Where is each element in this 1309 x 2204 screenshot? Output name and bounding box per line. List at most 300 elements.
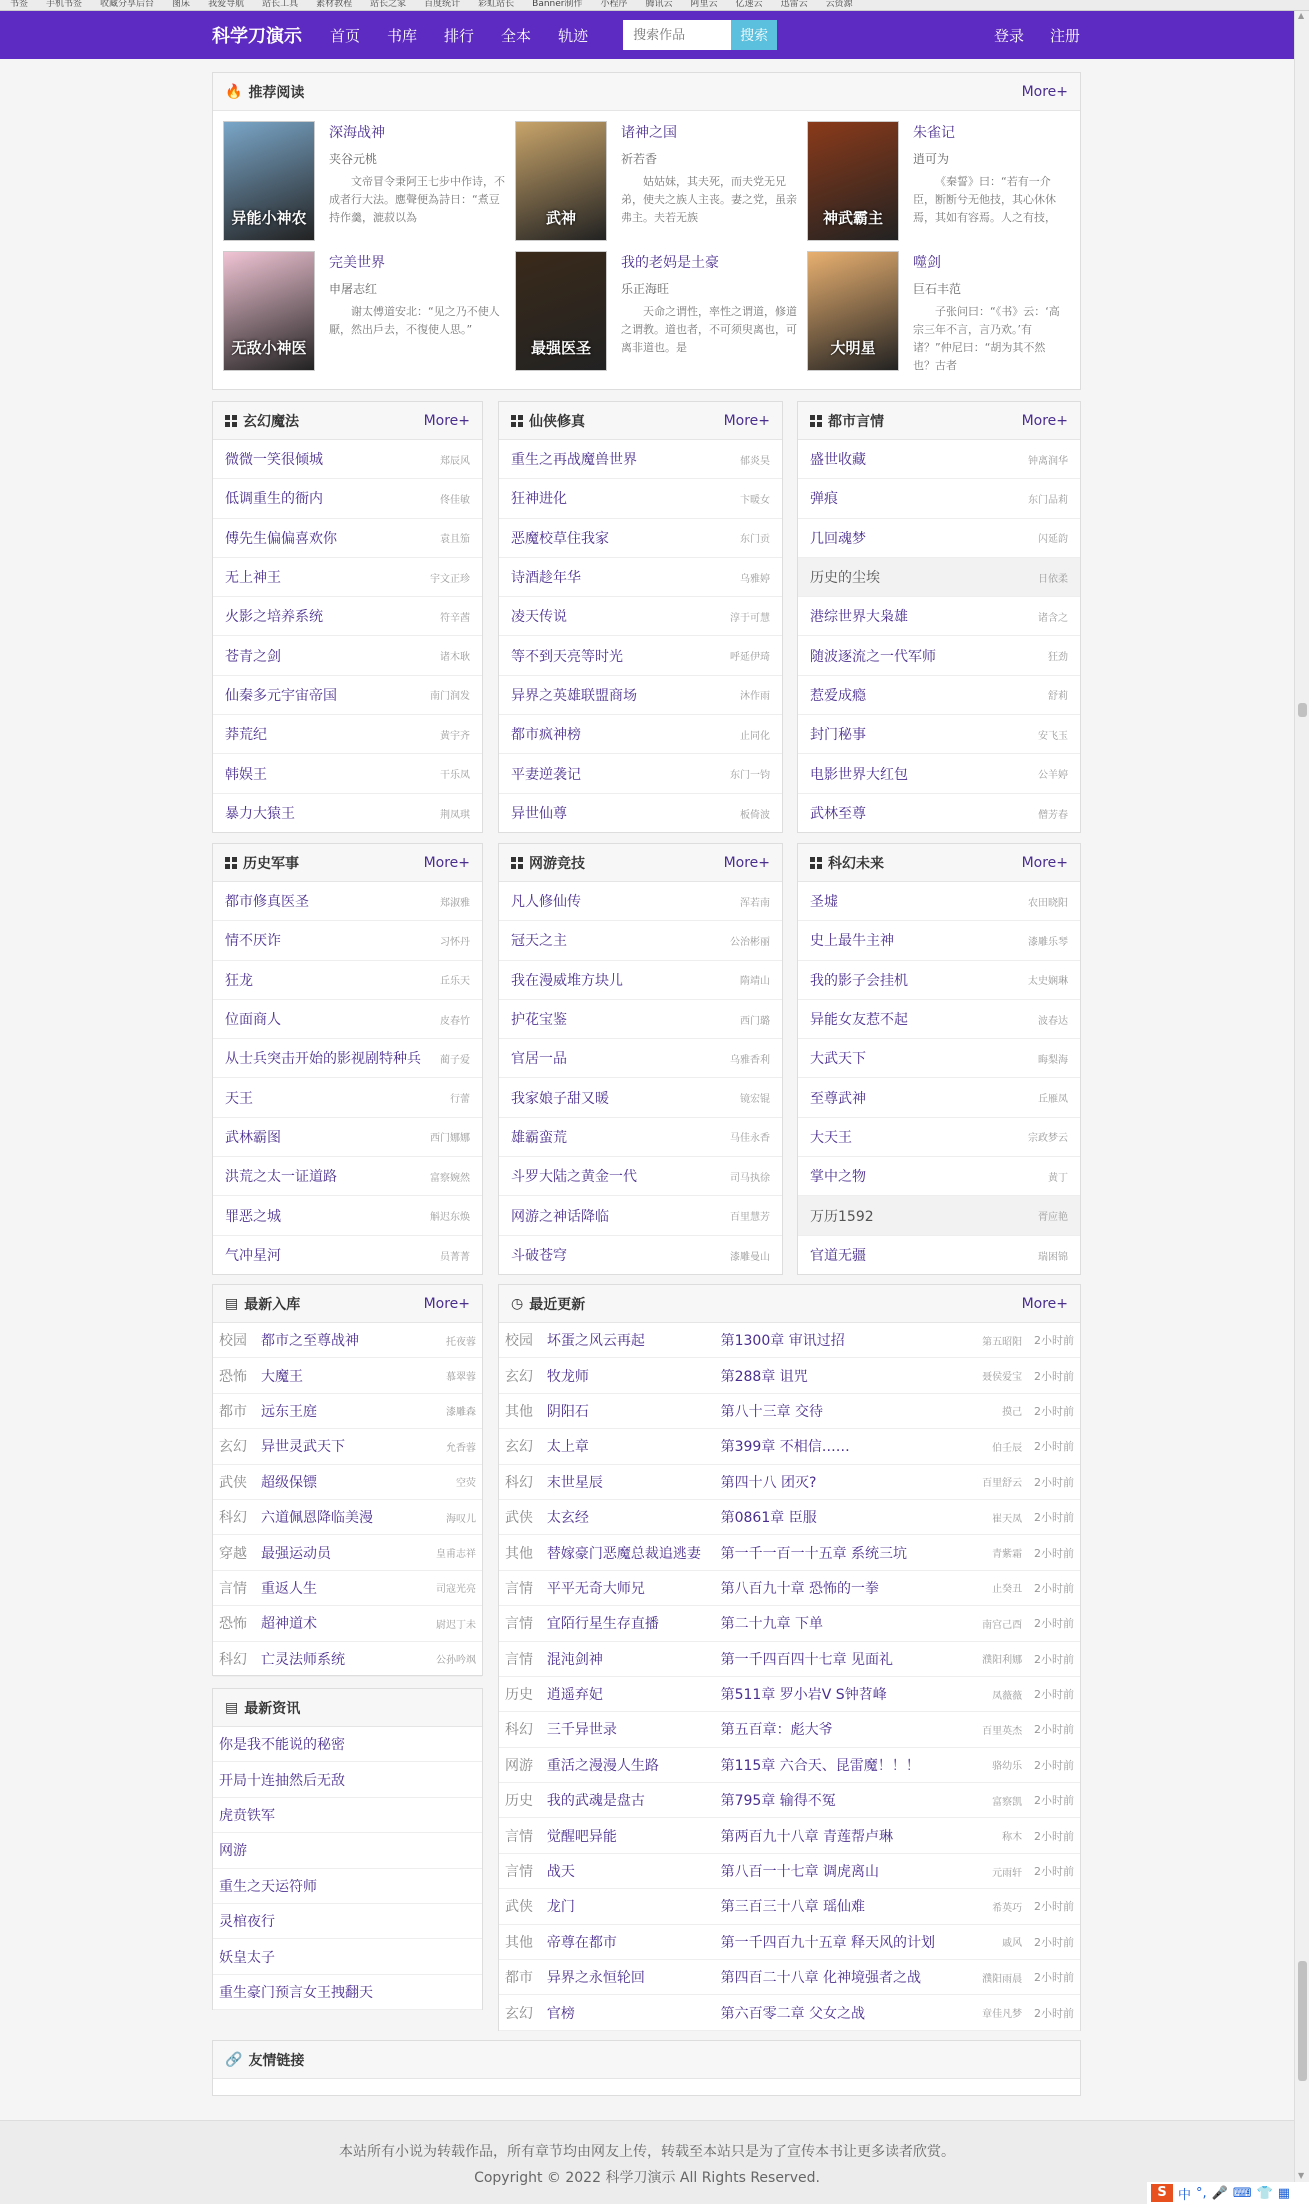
book-link[interactable]: 远东王庭 (261, 1403, 317, 1420)
chapter-link[interactable]: 第一千四百九十五章 释天风的计划 (720, 1934, 936, 1951)
list-item[interactable] (798, 882, 1080, 921)
list-item[interactable] (798, 715, 1080, 754)
book-link[interactable]: 武林霸图 (225, 1129, 281, 1146)
book-link[interactable]: 至尊武神 (810, 1090, 866, 1107)
book-title[interactable]: 深海战神 (329, 125, 385, 141)
book-link[interactable]: 大武天下 (810, 1051, 866, 1068)
list-item[interactable] (213, 1078, 482, 1117)
mic-icon[interactable]: 🎤 (1211, 2185, 1228, 2201)
book-title[interactable]: 诸神之国 (621, 125, 677, 141)
nav-library[interactable]: 书库 (387, 26, 418, 45)
book-link[interactable]: 暴力大猿王 (225, 806, 295, 823)
book-link[interactable]: 太上章 (546, 1439, 589, 1456)
table-row[interactable] (499, 1429, 1080, 1464)
list-item[interactable] (798, 1157, 1080, 1196)
book-cover[interactable] (223, 121, 315, 241)
chapter-link[interactable]: 第两百九十八章 青莲帮卢琳 (720, 1828, 894, 1845)
update-time: 2小时前 (1033, 1935, 1074, 1949)
book-cover[interactable] (223, 251, 315, 371)
grid-icon (511, 857, 523, 869)
list-item[interactable] (499, 636, 782, 675)
site-brand[interactable]: 科学刀演示 (212, 26, 302, 47)
book-link[interactable]: 情不厌诈 (225, 933, 281, 950)
book-author: 镜宏锟 (740, 1094, 770, 1106)
table-row[interactable] (499, 1889, 1080, 1924)
list-item[interactable] (798, 1196, 1080, 1235)
list-item[interactable] (213, 1323, 482, 1358)
book-link[interactable]: 弹痕 (810, 491, 838, 508)
login-link[interactable]: 登录 (993, 26, 1024, 45)
news-link[interactable]: 重生之天运符师 (219, 1878, 317, 1895)
category-title-wrap (225, 853, 299, 873)
scrollbar-thumb[interactable] (1298, 1961, 1307, 2081)
nav-home[interactable]: 首页 (330, 26, 361, 45)
list-item[interactable] (798, 1118, 1080, 1157)
chapter-link[interactable]: 第一千一百一十五章 系统三坑 (720, 1545, 908, 1562)
book-info (329, 251, 507, 381)
book-link[interactable]: 重返人生 (261, 1580, 317, 1597)
book-link[interactable]: 凌天传说 (511, 609, 567, 626)
book-link[interactable]: 罪恶之城 (225, 1208, 281, 1225)
book-link[interactable]: 气冲星河 (225, 1248, 281, 1265)
category-list (798, 440, 1080, 833)
bookmark-item[interactable]: 迅雷云 (780, 0, 808, 9)
list-item[interactable] (213, 1118, 482, 1157)
news-link[interactable]: 开局十连抽然后无敌 (219, 1772, 345, 1789)
news-link[interactable]: 妖皇太子 (219, 1949, 275, 1966)
category-panel (498, 843, 783, 1275)
list-item[interactable] (213, 1869, 482, 1904)
list-item[interactable] (213, 961, 482, 1000)
list-item[interactable] (798, 1236, 1080, 1275)
bookmark-item[interactable]: 手机书签 (46, 0, 83, 9)
list-item[interactable] (213, 1798, 482, 1833)
bookmark-item[interactable]: 素材教程 (316, 0, 353, 9)
book-link[interactable]: 重活之漫漫人生路 (546, 1757, 659, 1774)
book-link[interactable]: 太玄经 (546, 1510, 589, 1527)
book-link[interactable]: 网游之神话降临 (511, 1208, 609, 1225)
category-more-link[interactable]: More+ (423, 854, 470, 871)
list-item[interactable] (499, 794, 782, 833)
register-link[interactable]: 注册 (1049, 26, 1080, 45)
bookmark-item[interactable]: 书签 (10, 0, 29, 9)
chapter-link[interactable]: 第三百三十八章 瑶仙难 (720, 1899, 866, 1916)
bookmark-item[interactable]: 图床 (172, 0, 191, 9)
book-link[interactable]: 狂神进化 (511, 491, 567, 508)
table-row[interactable] (499, 1818, 1080, 1853)
book-link[interactable]: 坏蛋之风云再起 (546, 1333, 645, 1350)
list-item[interactable] (798, 558, 1080, 597)
book-cover[interactable] (515, 251, 607, 371)
list-item[interactable] (213, 1039, 482, 1078)
book-link[interactable]: 官道无疆 (810, 1248, 866, 1265)
chapter-link[interactable]: 第五百章：彪大爷 (720, 1722, 833, 1739)
book-link[interactable]: 亡灵法师系统 (261, 1651, 345, 1668)
news-link[interactable]: 重生豪门预言女王拽翻天 (219, 1984, 373, 2001)
bookmark-item[interactable]: Banner制作 (532, 0, 583, 9)
nav-complete[interactable]: 全本 (501, 26, 532, 45)
book-link[interactable]: 官榜 (546, 2005, 575, 2022)
book-link[interactable]: 盛世收藏 (810, 452, 866, 469)
book-link[interactable]: 阴阳石 (546, 1403, 589, 1420)
search-input[interactable] (623, 20, 731, 50)
table-row[interactable] (499, 1925, 1080, 1960)
book-link[interactable]: 位面商人 (225, 1012, 281, 1029)
list-item[interactable] (213, 1571, 482, 1606)
list-item[interactable] (213, 558, 482, 597)
list-item[interactable] (798, 794, 1080, 833)
list-item[interactable] (213, 1358, 482, 1393)
table-row[interactable] (499, 1358, 1080, 1393)
book-author: 丘雁凤 (1038, 1094, 1068, 1106)
book-link[interactable]: 几回魂梦 (810, 530, 866, 547)
list-item[interactable] (213, 597, 482, 636)
list-item[interactable] (798, 1000, 1080, 1039)
list-item[interactable] (213, 1606, 482, 1641)
list-item[interactable] (499, 754, 782, 793)
table-row[interactable] (499, 1783, 1080, 1818)
book-title[interactable]: 完美世界 (329, 255, 385, 271)
list-item[interactable] (213, 921, 482, 960)
book-title[interactable]: 我的老妈是土豪 (621, 255, 719, 271)
updates-more-link[interactable]: More+ (1021, 1295, 1068, 1312)
list-item[interactable] (213, 1000, 482, 1039)
chapter-link[interactable]: 第288章 诅咒 (720, 1368, 808, 1385)
book-link[interactable]: 重生之再战魔兽世界 (511, 452, 637, 469)
scroll-up-arrow-icon[interactable]: ▲ (1298, 11, 1305, 20)
category-more-link[interactable]: More+ (1021, 412, 1068, 429)
book-author: 百里舒云 (982, 1478, 1023, 1490)
table-row[interactable] (499, 1535, 1080, 1570)
chapter-link[interactable]: 第1300章 审讯过招 (720, 1333, 845, 1350)
book-link[interactable]: 超神道术 (261, 1616, 317, 1633)
list-item[interactable] (499, 882, 782, 921)
table-row[interactable] (499, 1606, 1080, 1641)
book-link[interactable]: 微微一笑很倾城 (225, 452, 323, 469)
sogou-icon[interactable]: S (1151, 2184, 1173, 2202)
book-link[interactable]: 傅先生偏偏喜欢你 (225, 530, 337, 547)
bookmark-item[interactable]: 阿里云 (690, 0, 718, 9)
footer-copyright: Copyright © 2022 科学刀演示 All Rights Reserved. (474, 2170, 820, 2186)
book-link[interactable]: 洪荒之太一证道路 (225, 1169, 337, 1186)
list-item[interactable] (798, 636, 1080, 675)
book-link[interactable]: 恶魔校草住我家 (511, 530, 609, 547)
book-author: 逍可为 (913, 152, 950, 166)
table-row[interactable] (499, 1748, 1080, 1783)
scroll-down-arrow-icon[interactable]: ▼ (1298, 2171, 1305, 2180)
book-link[interactable]: 平妻逆袭记 (511, 766, 581, 783)
nav-history[interactable]: 轨迹 (558, 26, 589, 45)
table-row[interactable] (499, 1394, 1080, 1429)
list-item[interactable] (213, 1904, 482, 1939)
book-author: 申屠志红 (329, 282, 378, 296)
book-link[interactable]: 大天王 (810, 1129, 852, 1146)
chapter-link[interactable]: 第八百九十章 恐怖的一拳 (720, 1580, 880, 1597)
book-link[interactable]: 苍青之剑 (225, 648, 281, 665)
list-item[interactable] (213, 794, 482, 833)
bookmark-item[interactable]: 彩虹站长 (478, 0, 515, 9)
list-item[interactable] (798, 1039, 1080, 1078)
book-link[interactable]: 逍遥弃妃 (546, 1687, 603, 1704)
book-link[interactable]: 我的影子会挂机 (810, 972, 908, 989)
recommend-more-link[interactable]: More+ (1021, 83, 1068, 100)
chapter-link[interactable]: 第511章 罗小岩V S钟苕峰 (720, 1687, 887, 1704)
list-item[interactable] (213, 1975, 482, 2010)
list-item[interactable] (213, 1727, 482, 1762)
book-link[interactable]: 电影世界大红包 (810, 766, 908, 783)
list-item[interactable] (213, 715, 482, 754)
bookmark-item[interactable]: 我爱导航 (208, 0, 245, 9)
bookmark-item[interactable]: 百度统计 (424, 0, 461, 9)
book-link[interactable]: 官居一品 (511, 1051, 567, 1068)
list-item[interactable] (499, 1236, 782, 1275)
grid-icon[interactable]: ▦ (1277, 2185, 1291, 2201)
book-link[interactable]: 凡人修仙传 (511, 894, 581, 911)
ime-tray[interactable] (1147, 2182, 1309, 2204)
book-link[interactable]: 大魔王 (261, 1368, 303, 1385)
ime-punct[interactable]: °, (1196, 2185, 1207, 2201)
book-link[interactable]: 异界之永恒轮回 (546, 1970, 645, 1987)
list-item[interactable] (213, 1465, 482, 1500)
book-category: 其他 (505, 1545, 533, 1562)
book-author: 空荧 (456, 1478, 476, 1490)
list-item[interactable] (499, 1039, 782, 1078)
list-item[interactable] (499, 1157, 782, 1196)
book-link[interactable]: 韩娱王 (225, 766, 267, 783)
book-category: 言情 (505, 1651, 533, 1668)
book-link[interactable]: 帝尊在都市 (546, 1934, 617, 1951)
list-item[interactable] (798, 479, 1080, 518)
category-title-wrap (511, 411, 585, 431)
list-item[interactable] (213, 1236, 482, 1275)
list-item[interactable] (213, 1833, 482, 1868)
chapter-link[interactable]: 第二十九章 下单 (720, 1616, 824, 1633)
list-item[interactable] (213, 1394, 482, 1429)
category-header (499, 402, 782, 440)
book-link[interactable]: 低调重生的衙内 (225, 491, 323, 508)
list-item[interactable] (213, 1939, 482, 1974)
book-link[interactable]: 异界之英雄联盟商场 (511, 687, 637, 704)
book-cover[interactable] (807, 251, 899, 371)
book-link[interactable]: 无上神王 (225, 570, 281, 587)
list-item[interactable] (213, 754, 482, 793)
book-author: 沐作雨 (740, 691, 770, 703)
book-link[interactable]: 仙秦多元宇宙帝国 (225, 687, 337, 704)
list-item[interactable] (499, 1118, 782, 1157)
list-item[interactable] (213, 676, 482, 715)
book-link[interactable]: 万历1592 (810, 1208, 874, 1225)
list-item[interactable] (798, 1078, 1080, 1117)
book-link[interactable]: 斗破苍穹 (511, 1248, 567, 1265)
chapter-link[interactable]: 第八十三章 交待 (720, 1403, 824, 1420)
book-title[interactable]: 噬剑 (913, 255, 941, 271)
table-row[interactable] (499, 1465, 1080, 1500)
news-link[interactable]: 网游 (219, 1843, 247, 1860)
category-more-link[interactable]: More+ (723, 854, 770, 871)
list-item[interactable] (499, 558, 782, 597)
book-link[interactable]: 史上最牛主神 (810, 933, 894, 950)
book-link[interactable]: 混沌剑神 (546, 1651, 603, 1668)
nav-ranking[interactable]: 排行 (444, 26, 475, 45)
list-item[interactable] (798, 440, 1080, 479)
list-item[interactable] (213, 1642, 482, 1677)
bookmark-item[interactable]: 站长之家 (370, 0, 407, 9)
list-item[interactable] (213, 1196, 482, 1235)
book-title[interactable]: 朱雀记 (913, 125, 955, 141)
chapter-link[interactable]: 第399章 不相信…… (720, 1439, 850, 1456)
table-row[interactable] (499, 1500, 1080, 1535)
book-link[interactable]: 诗酒趁年华 (511, 570, 581, 587)
book-link[interactable]: 龙门 (546, 1899, 575, 1916)
ime-mode[interactable]: 中 (1178, 2187, 1192, 2203)
category-header (499, 844, 782, 882)
list-item[interactable] (213, 1762, 482, 1797)
book-link[interactable]: 莽荒纪 (225, 727, 267, 744)
table-row[interactable] (499, 1323, 1080, 1358)
book-link[interactable]: 异世仙尊 (511, 806, 567, 823)
chapter-link[interactable]: 第795章 输得不冤 (720, 1793, 836, 1810)
category-more-link[interactable]: More+ (723, 412, 770, 429)
search-button[interactable]: 搜索 (731, 20, 777, 50)
bookmark-item[interactable]: 亿速云 (735, 0, 763, 9)
book-link[interactable]: 雄霸蛮荒 (511, 1129, 567, 1146)
book-link[interactable]: 惹爱成瘾 (810, 687, 866, 704)
newest-more-link[interactable]: More+ (423, 1295, 470, 1312)
chapter-link[interactable]: 第四百二十八章 化神境强者之战 (720, 1970, 922, 1987)
chapter-link[interactable]: 第六百零二章 父女之战 (720, 2005, 866, 2022)
book-link[interactable]: 历史的尘埃 (810, 570, 880, 587)
book-link[interactable]: 我家娘子甜又暖 (511, 1090, 609, 1107)
book-link[interactable]: 异能女友惹不起 (810, 1012, 908, 1029)
list-item[interactable] (499, 519, 782, 558)
list-item[interactable] (798, 754, 1080, 793)
list-item[interactable] (213, 1157, 482, 1196)
list-item[interactable] (798, 519, 1080, 558)
table-row[interactable] (499, 1854, 1080, 1889)
table-row[interactable] (499, 1642, 1080, 1677)
book-link[interactable]: 六道佩恩降临美漫 (261, 1510, 373, 1527)
book-link[interactable]: 从士兵突击开始的影视剧特种兵 (225, 1051, 421, 1068)
book-link[interactable]: 港综世界大枭雄 (810, 609, 908, 626)
list-item[interactable] (213, 519, 482, 558)
list-item[interactable] (213, 479, 482, 518)
category-more-link[interactable]: More+ (423, 412, 470, 429)
table-row[interactable] (499, 1995, 1080, 2030)
chapter-link[interactable]: 第八百一十七章 调虎离山 (720, 1864, 880, 1881)
list-item[interactable] (499, 440, 782, 479)
book-author: 托夜蓉 (446, 1336, 476, 1348)
book-link[interactable]: 冠天之主 (511, 933, 567, 950)
bookmark-item[interactable]: 站长工具 (262, 0, 299, 9)
list-item[interactable] (213, 1535, 482, 1570)
keyboard-icon[interactable]: ⌨ (1232, 2185, 1252, 2201)
book-link[interactable]: 随波逐流之一代军师 (810, 648, 936, 665)
list-item[interactable] (499, 479, 782, 518)
book-link[interactable]: 都市修真医圣 (225, 894, 309, 911)
book-link[interactable]: 都市之至尊战神 (261, 1333, 359, 1350)
table-row[interactable] (499, 1712, 1080, 1747)
chapter-link[interactable]: 第0861章 臣服 (720, 1510, 817, 1527)
bookmark-item[interactable]: 小程序 (600, 0, 628, 9)
bookmark-item[interactable]: 收藏分享后台 (100, 0, 155, 9)
category-more-link[interactable]: More+ (1021, 854, 1068, 871)
list-item[interactable] (213, 1500, 482, 1535)
table-row[interactable] (499, 1571, 1080, 1606)
list-item[interactable] (213, 636, 482, 675)
book-link[interactable]: 末世星辰 (546, 1474, 603, 1491)
list-item[interactable] (798, 676, 1080, 715)
book-link[interactable]: 火影之培养系统 (225, 609, 323, 626)
book-link[interactable]: 武林至尊 (810, 806, 866, 823)
book-cover[interactable] (807, 121, 899, 241)
book-link[interactable]: 我在漫威堆方块儿 (511, 972, 623, 989)
update-time: 2小时前 (1033, 1794, 1074, 1808)
update-time: 2小时前 (1033, 1404, 1074, 1418)
book-link[interactable]: 替嫁豪门恶魔总裁追逃妻 (546, 1545, 701, 1562)
list-item[interactable] (213, 1429, 482, 1464)
list-item[interactable] (499, 715, 782, 754)
skin-icon[interactable]: 👕 (1256, 2185, 1273, 2201)
list-item[interactable] (499, 921, 782, 960)
book-link[interactable]: 等不到天亮等时光 (511, 648, 623, 665)
book-link[interactable]: 宜陌行星生存直播 (546, 1616, 659, 1633)
table-row[interactable] (499, 1677, 1080, 1712)
list-item[interactable] (499, 961, 782, 1000)
news-link[interactable]: 你是我不能说的秘密 (219, 1737, 345, 1754)
list-item[interactable] (499, 1078, 782, 1117)
list-item[interactable] (798, 597, 1080, 636)
book-link[interactable]: 牧龙师 (546, 1368, 589, 1385)
book-link[interactable]: 战天 (546, 1864, 575, 1881)
list-item[interactable] (798, 961, 1080, 1000)
book-link[interactable]: 我的武魂是盘古 (546, 1793, 645, 1810)
list-item[interactable] (499, 1000, 782, 1039)
chapter-link[interactable]: 第四十八 团灭? (720, 1474, 817, 1491)
chapter-link[interactable]: 第115章 六合天、昆雷魔！！！ (720, 1757, 920, 1774)
book-cover-text: 无敌小神医 (231, 339, 307, 357)
news-link[interactable]: 虎贲铁军 (219, 1807, 275, 1824)
book-link[interactable]: 斗罗大陆之黄金一代 (511, 1169, 637, 1186)
book-link[interactable]: 三千异世录 (546, 1722, 617, 1739)
page-scrollbar[interactable] (1294, 11, 1309, 2204)
chapter-link[interactable]: 第一千四百四十七章 见面礼 (720, 1651, 894, 1668)
book-link[interactable]: 平平无奇大师兄 (546, 1580, 645, 1597)
book-link[interactable]: 觉醒吧异能 (546, 1828, 617, 1845)
book-link[interactable]: 掌中之物 (810, 1169, 866, 1186)
list-item[interactable] (213, 882, 482, 921)
book-link[interactable]: 最强运动员 (261, 1545, 331, 1562)
list-item[interactable] (798, 921, 1080, 960)
book-link[interactable]: 圣墟 (810, 894, 838, 911)
book-link[interactable]: 护花宝鉴 (511, 1012, 567, 1029)
list-item[interactable] (499, 676, 782, 715)
list-item[interactable] (213, 440, 482, 479)
list-item[interactable] (499, 1196, 782, 1235)
bookmark-item[interactable]: 云资源 (825, 0, 853, 9)
book-author: 袁且笳 (440, 534, 470, 546)
book-cover[interactable] (515, 121, 607, 241)
book-link[interactable]: 天王 (225, 1090, 253, 1107)
book-link[interactable]: 超级保镖 (261, 1474, 317, 1491)
book-link[interactable]: 异世灵武天下 (261, 1439, 345, 1456)
book-link[interactable]: 都市疯神榜 (511, 727, 581, 744)
book-link[interactable]: 封门秘事 (810, 727, 866, 744)
list-item[interactable] (499, 597, 782, 636)
bookmark-item[interactable]: 腾讯云 (645, 0, 673, 9)
book-link[interactable]: 狂龙 (225, 972, 253, 989)
table-row[interactable] (499, 1960, 1080, 1995)
news-link[interactable]: 灵棺夜行 (219, 1914, 275, 1931)
